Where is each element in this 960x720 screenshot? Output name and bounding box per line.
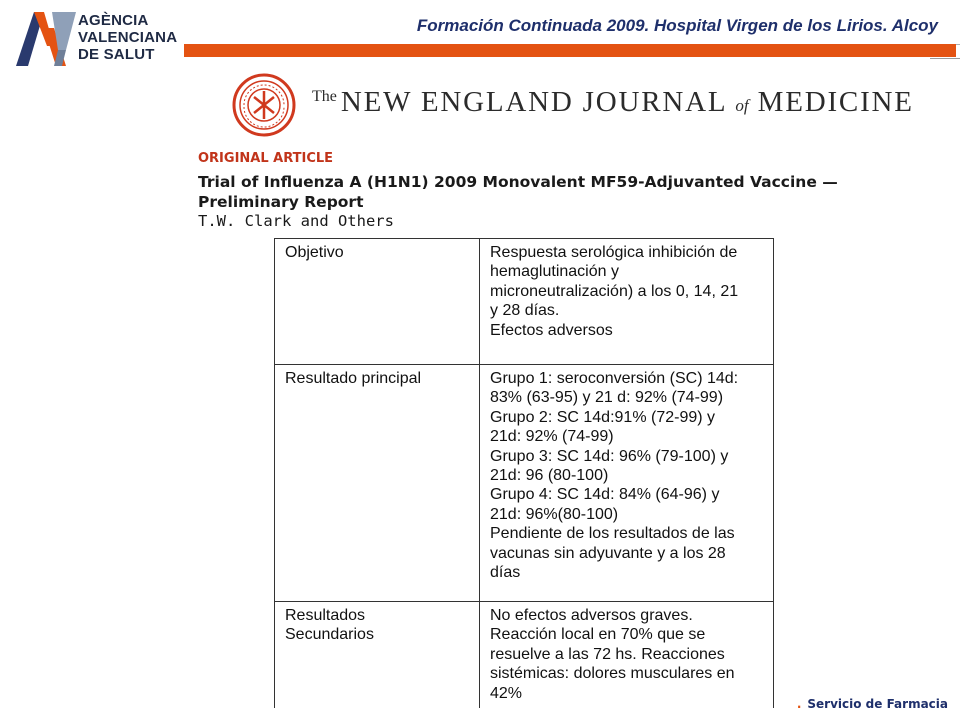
journal-name <box>312 86 914 119</box>
article-type: ORIGINAL ARTICLE <box>198 151 334 166</box>
row-line: hemaglutinación y <box>490 263 619 281</box>
row-line: sistémicas: dolores musculares en <box>490 665 735 683</box>
row-line: 21d: 96%(80-100) <box>490 505 619 523</box>
journal-the: The <box>312 88 337 105</box>
row-value <box>480 602 774 709</box>
row-line: 83% (63-95) y 21 d: 92% (74-99) <box>490 389 724 407</box>
row-line: 21d: 92% (74-99) <box>490 428 614 446</box>
row-line: Pendiente de los resultados de las <box>490 525 735 543</box>
row-label-text: Resultado principal <box>285 370 422 387</box>
article-title: Trial of Influenza A (H1N1) 2009 Monovalent MF59-Adjuvanted Vaccine — Preliminary Report <box>198 173 838 211</box>
table-row <box>275 365 774 602</box>
header-divider-end <box>930 58 960 59</box>
logo-line: VALENCIANA <box>78 29 178 46</box>
row-line: Efectos adversos <box>490 321 613 339</box>
row-line: vacunas sin adyuvante y a los 28 <box>490 544 726 562</box>
header-accent-bar <box>184 44 956 57</box>
row-line: Respuesta serológica inhibición de <box>490 244 738 261</box>
logo-line: DE SALUT <box>78 46 155 63</box>
row-label <box>275 365 480 602</box>
logo-line: AGÈNCIA <box>78 12 149 29</box>
row-line: 42% <box>490 684 523 702</box>
row-line: y 28 días. <box>490 302 560 320</box>
article-authors: T.W. Clark and Others <box>198 212 394 230</box>
journal-name-a: NEW ENGLAND JOURNAL <box>340 86 727 118</box>
table-row <box>275 602 774 709</box>
agency-logo-icon <box>14 8 78 70</box>
journal-of: of <box>735 96 749 115</box>
row-label-text: Resultados <box>285 607 366 624</box>
row-line: 21d: 96 (80-100) <box>490 467 609 485</box>
row-line: Grupo 2: SC 14d:91% (72-99) y <box>490 408 716 426</box>
journal-name-b: MEDICINE <box>757 86 914 118</box>
row-line: Grupo 3: SC 14d: 96% (79-100) y <box>490 447 729 465</box>
row-line: No efectos adversos graves. <box>490 607 693 624</box>
row-value <box>480 239 774 365</box>
row-label <box>275 602 480 709</box>
agency-logo-text <box>78 12 177 63</box>
row-line: Grupo 1: seroconversión (SC) 14d: <box>490 370 739 387</box>
table-row <box>275 239 774 365</box>
row-label <box>275 239 480 365</box>
summary-table <box>274 238 774 708</box>
row-line: resuelve a las 72 hs. Reacciones <box>490 645 725 663</box>
row-value <box>480 365 774 602</box>
nejm-seal-icon <box>232 73 296 137</box>
row-label-text: Objetivo <box>285 244 344 261</box>
row-line: Reacción local en 70% que se <box>490 626 706 644</box>
row-line: Grupo 4: SC 14d: 84% (64-96) y <box>490 486 720 504</box>
row-label-text: Secundarios <box>285 626 374 644</box>
footer-text: Servicio de Farmacia <box>807 697 948 711</box>
row-line: días <box>490 564 521 582</box>
footer <box>797 697 948 711</box>
footer-dot: . <box>796 697 802 711</box>
presentation-title: Formación Continuada 2009. Hospital Virgen de los Lirios. Alcoy <box>416 16 938 35</box>
row-line: microneutralización) a los 0, 14, 21 <box>490 282 739 300</box>
